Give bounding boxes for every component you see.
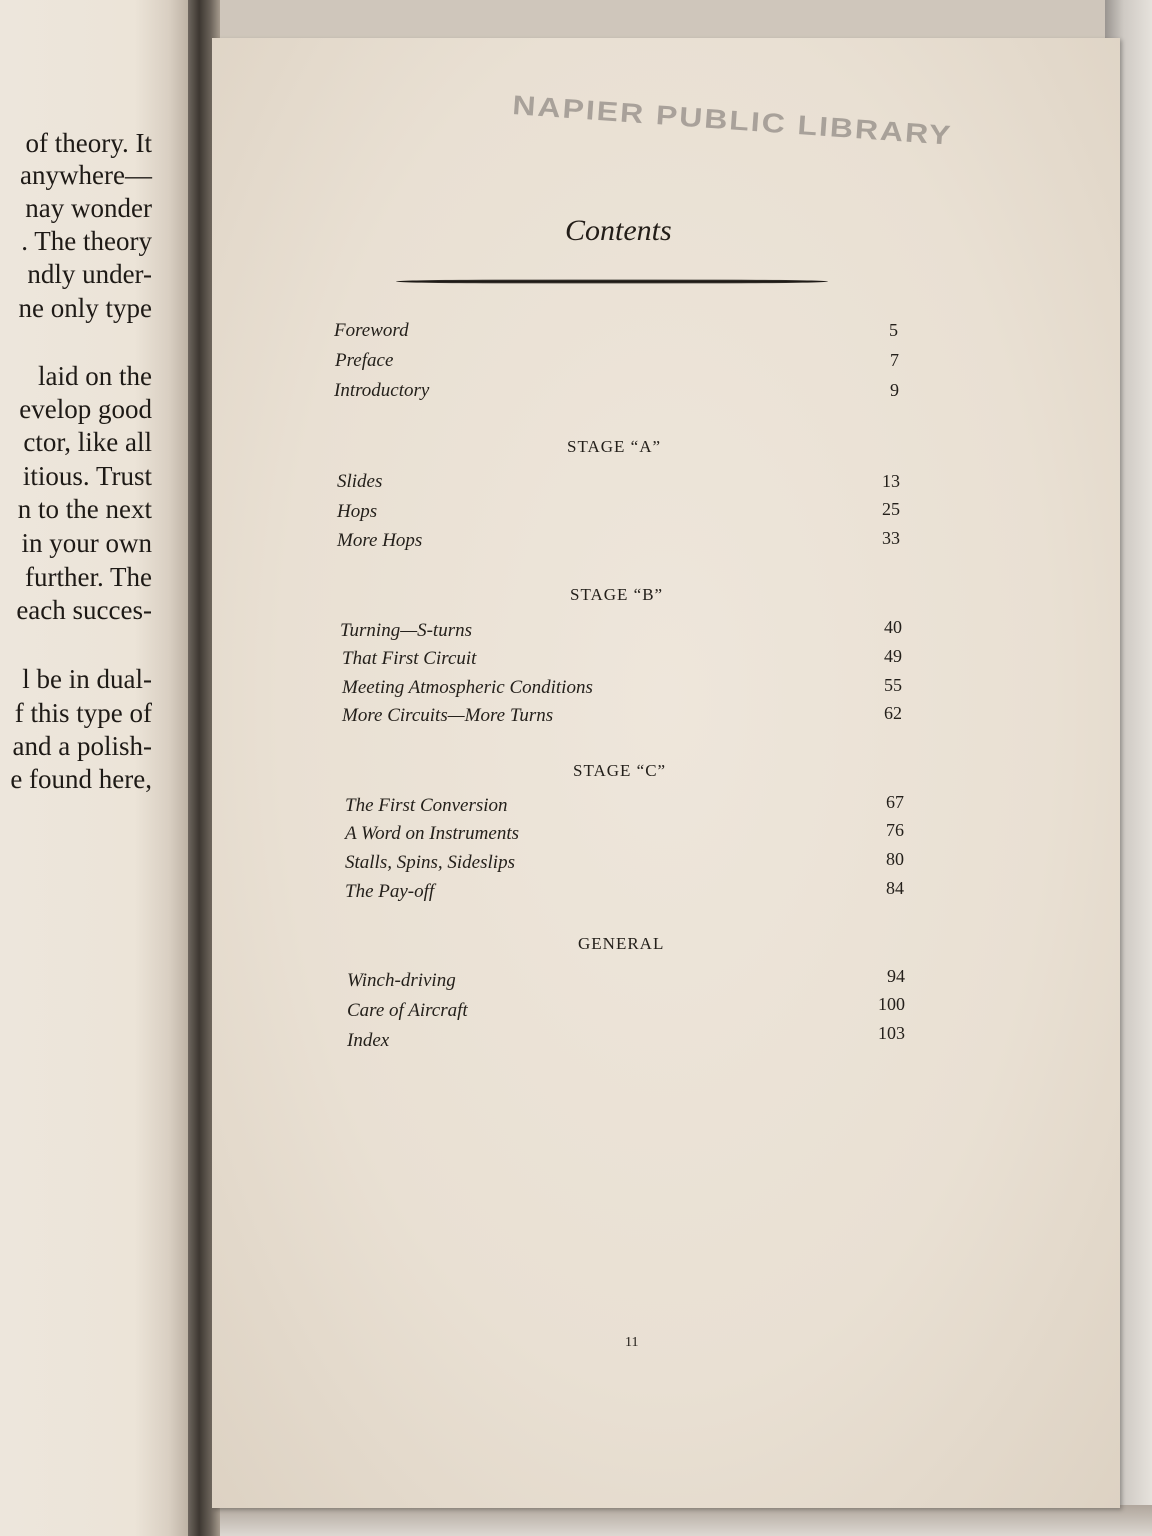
toc-entry-page: 40 <box>884 617 902 637</box>
left-page-line: in your own <box>21 528 152 558</box>
toc-entry-title: More Hops <box>337 530 423 551</box>
left-page-line: e found here, <box>10 764 152 794</box>
toc-entry-page: 33 <box>882 528 900 548</box>
section-heading-stage-c: STAGE “C” <box>573 761 667 780</box>
left-page-line: laid on the <box>38 361 152 391</box>
left-page-line: n to the next <box>17 494 152 524</box>
toc-entry-title: Winch-driving <box>347 970 456 991</box>
left-page-line: . The theory <box>21 226 152 256</box>
toc-entry-page: 25 <box>882 499 900 519</box>
section-heading-stage-b: STAGE “B” <box>570 585 664 604</box>
title-rule <box>396 279 828 284</box>
toc-entry-title: Slides <box>337 471 383 492</box>
toc-entry-title: Turning—S-turns <box>340 620 472 641</box>
section-heading-stage-a: STAGE “A” <box>567 437 662 456</box>
toc-entry-title: Hops <box>337 501 378 522</box>
left-page-line: of theory. It <box>25 128 152 158</box>
left-page-line: and a polish- <box>12 731 152 761</box>
toc-entry-page: 103 <box>878 1023 905 1043</box>
toc-entry-title: Foreword <box>334 320 409 341</box>
toc-entry-title: That First Circuit <box>342 648 477 669</box>
left-page <box>0 0 192 1536</box>
section-heading-general: GENERAL <box>578 934 665 953</box>
toc-entry-title: Care of Aircraft <box>347 1000 468 1021</box>
toc-entry-title: The Pay-off <box>345 881 435 902</box>
toc-entry-page: 13 <box>882 471 900 491</box>
toc-entry-page: 76 <box>886 820 904 840</box>
toc-entry-title: Stalls, Spins, Sideslips <box>345 852 515 873</box>
toc-entry-page: 7 <box>890 350 899 370</box>
page-number: 11 <box>625 1335 639 1350</box>
left-page-line: ndly under- <box>27 259 152 289</box>
left-page-line: evelop good <box>19 394 152 424</box>
left-page-line: ne only type <box>18 293 152 323</box>
toc-entry-title: Preface <box>335 350 394 371</box>
toc-entry-page: 9 <box>890 380 899 400</box>
left-page-line: further. The <box>25 562 152 592</box>
toc-entry-page: 67 <box>886 792 904 812</box>
toc-entry-page: 84 <box>886 878 904 898</box>
toc-entry-page: 94 <box>887 966 905 986</box>
left-page-line: anywhere— <box>20 160 152 190</box>
left-page-line: itious. Trust <box>22 461 152 491</box>
toc-entry-title: More Circuits—More Turns <box>342 705 554 726</box>
toc-entry-title: The First Conversion <box>345 795 508 816</box>
left-page-line: nay wonder <box>25 193 152 223</box>
left-page-line: ctor, like all <box>23 427 152 457</box>
left-page-line: f this type of <box>14 698 152 728</box>
toc-entry-page: 5 <box>889 320 898 340</box>
library-stamp: NAPIER PUBLIC LIBRARY <box>511 89 954 151</box>
toc-entry-title: A Word on Instruments <box>345 823 520 844</box>
toc-entry-title: Meeting Atmospheric Conditions <box>342 677 593 698</box>
toc-entry-title: Index <box>347 1030 390 1051</box>
toc-entry-page: 55 <box>884 675 902 695</box>
toc-entry-page: 100 <box>878 994 905 1014</box>
toc-entry-page: 62 <box>884 703 902 723</box>
toc-entry-title: Introductory <box>334 380 430 401</box>
toc-entry-page: 80 <box>886 849 904 869</box>
contents-title: Contents <box>565 214 672 247</box>
left-page-line: each succes- <box>16 595 152 625</box>
left-page-line: l be in dual- <box>22 664 152 694</box>
toc-entry-page: 49 <box>884 646 902 666</box>
